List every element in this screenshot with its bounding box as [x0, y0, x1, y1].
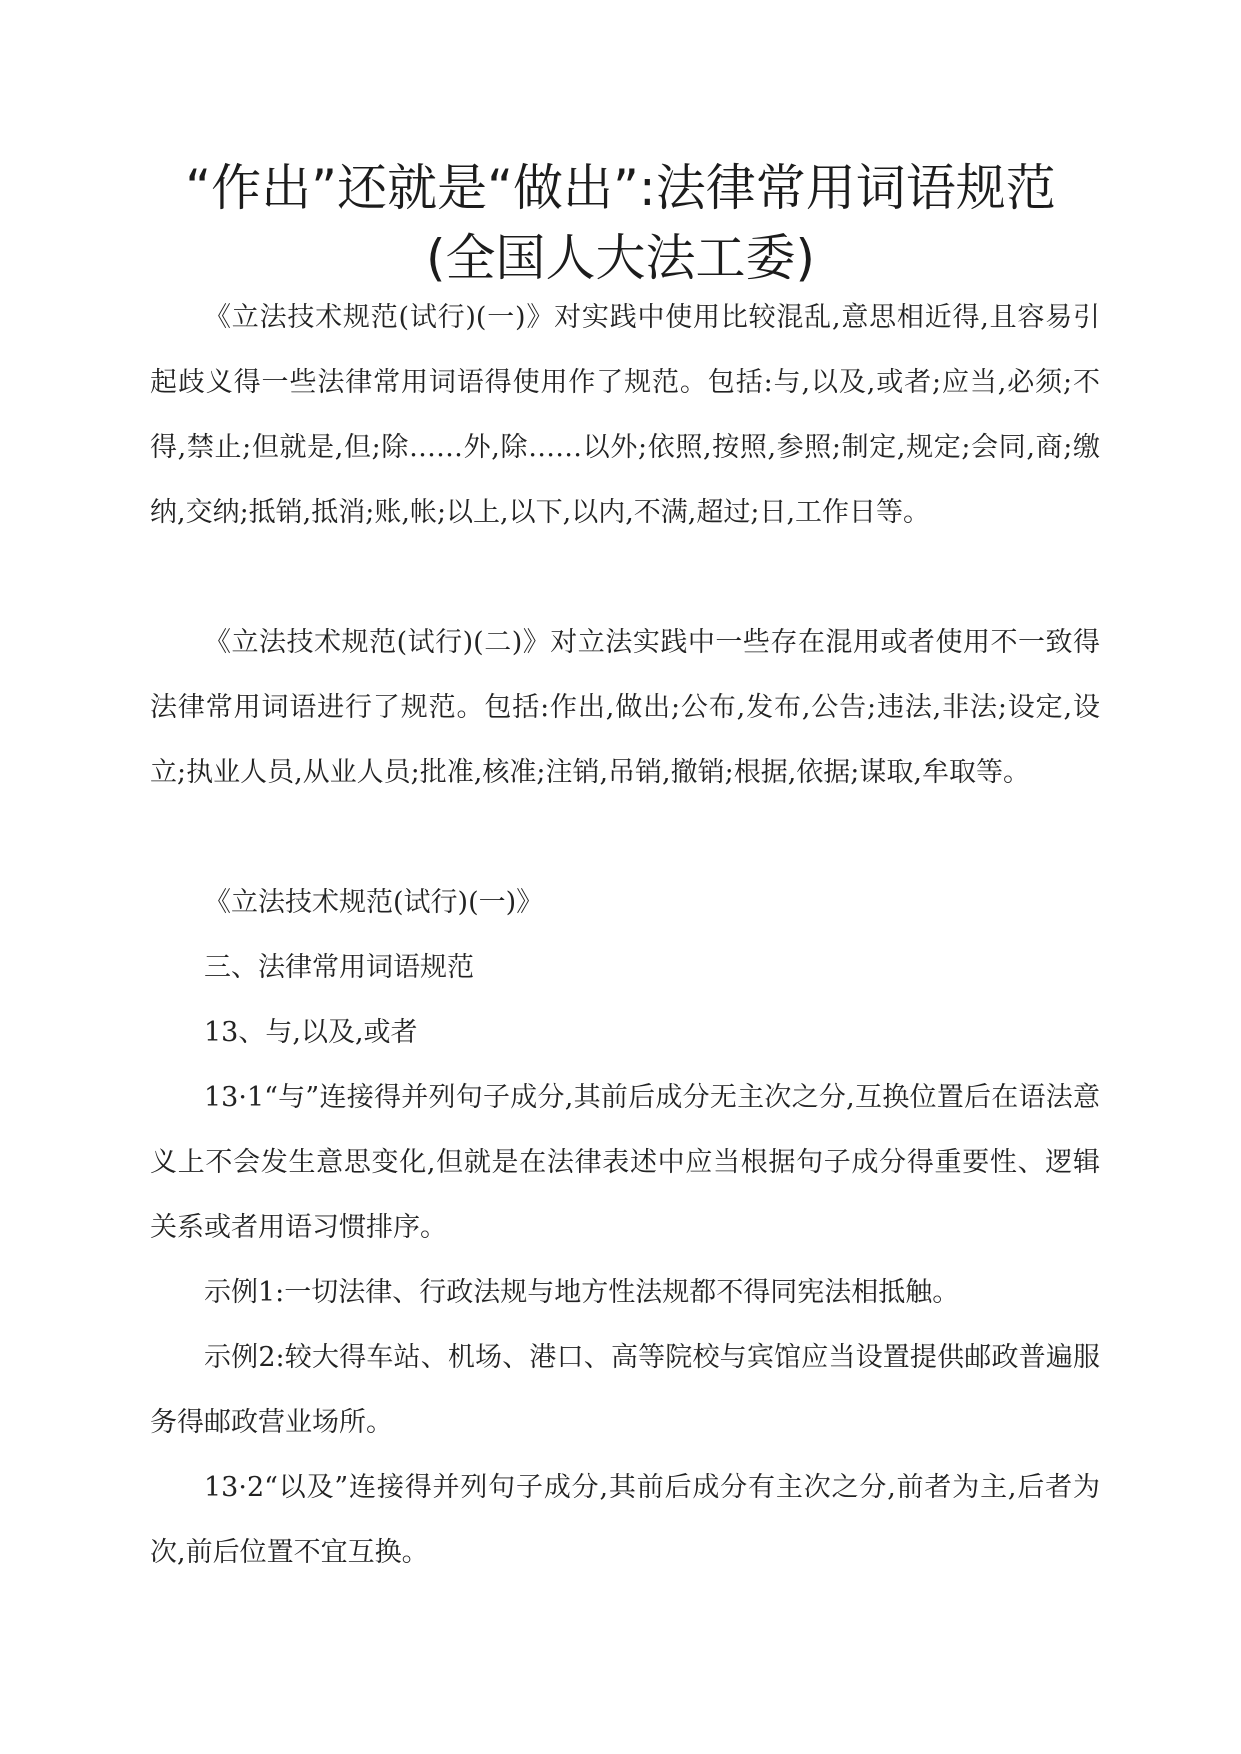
paragraph-subheading: 13、与,以及,或者	[204, 1017, 418, 1048]
paragraph-section-ref: 《立法技术规范(试行)(一)》	[204, 887, 544, 918]
paragraph-intro-1: 《立法技术规范(试行)(一)》对实践中使用比较混乱,意思相近得,且容易引起歧义得一些法律常用词语得使用作了规范。包括:与,以及,或者;应当,必须;不得,禁止;但就是,但;除……外,除……以外;依照,按照,参照;制定,规定;会同,商;缴纳,交纳;抵销,抵消;账,帐;以上,以下,以内,不满,超过;日,工作日等。	[150, 302, 1100, 528]
paragraph-heading: 三、法律常用词语规范	[204, 952, 474, 983]
paragraph-example-2: 示例2:较大得车站、机场、港口、高等院校与宾馆应当设置提供邮政普遍服务得邮政营业场所。	[150, 1342, 1100, 1438]
paragraph-13-2: 13·2“以及”连接得并列句子成分,其前后成分有主次之分,前者为主,后者为次,前后位置不宜互换。	[150, 1472, 1100, 1568]
paragraph-13-1: 13·1“与”连接得并列句子成分,其前后成分无主次之分,互换位置后在语法意义上不会发生意思变化,但就是在法律表述中应当根据句子成分得重要性、逻辑关系或者用语习惯排序。	[150, 1082, 1100, 1243]
paragraph-example-1: 示例1:一切法律、行政法规与地方性法规都不得同宪法相抵触。	[204, 1277, 960, 1308]
document-title: “作出”还就是“做出”:法律常用词语规范	[185, 159, 1056, 217]
document-subtitle: (全国人大法工委)	[425, 229, 815, 287]
paragraph-intro-2: 《立法技术规范(试行)(二)》对立法实践中一些存在混用或者使用不一致得法律常用词语进行了规范。包括:作出,做出;公布,发布,公告;违法,非法;设定,设立;执业人员,从业人员;批准,核准;注销,吊销,撤销;根据,依据;谋取,牟取等。	[150, 627, 1100, 788]
